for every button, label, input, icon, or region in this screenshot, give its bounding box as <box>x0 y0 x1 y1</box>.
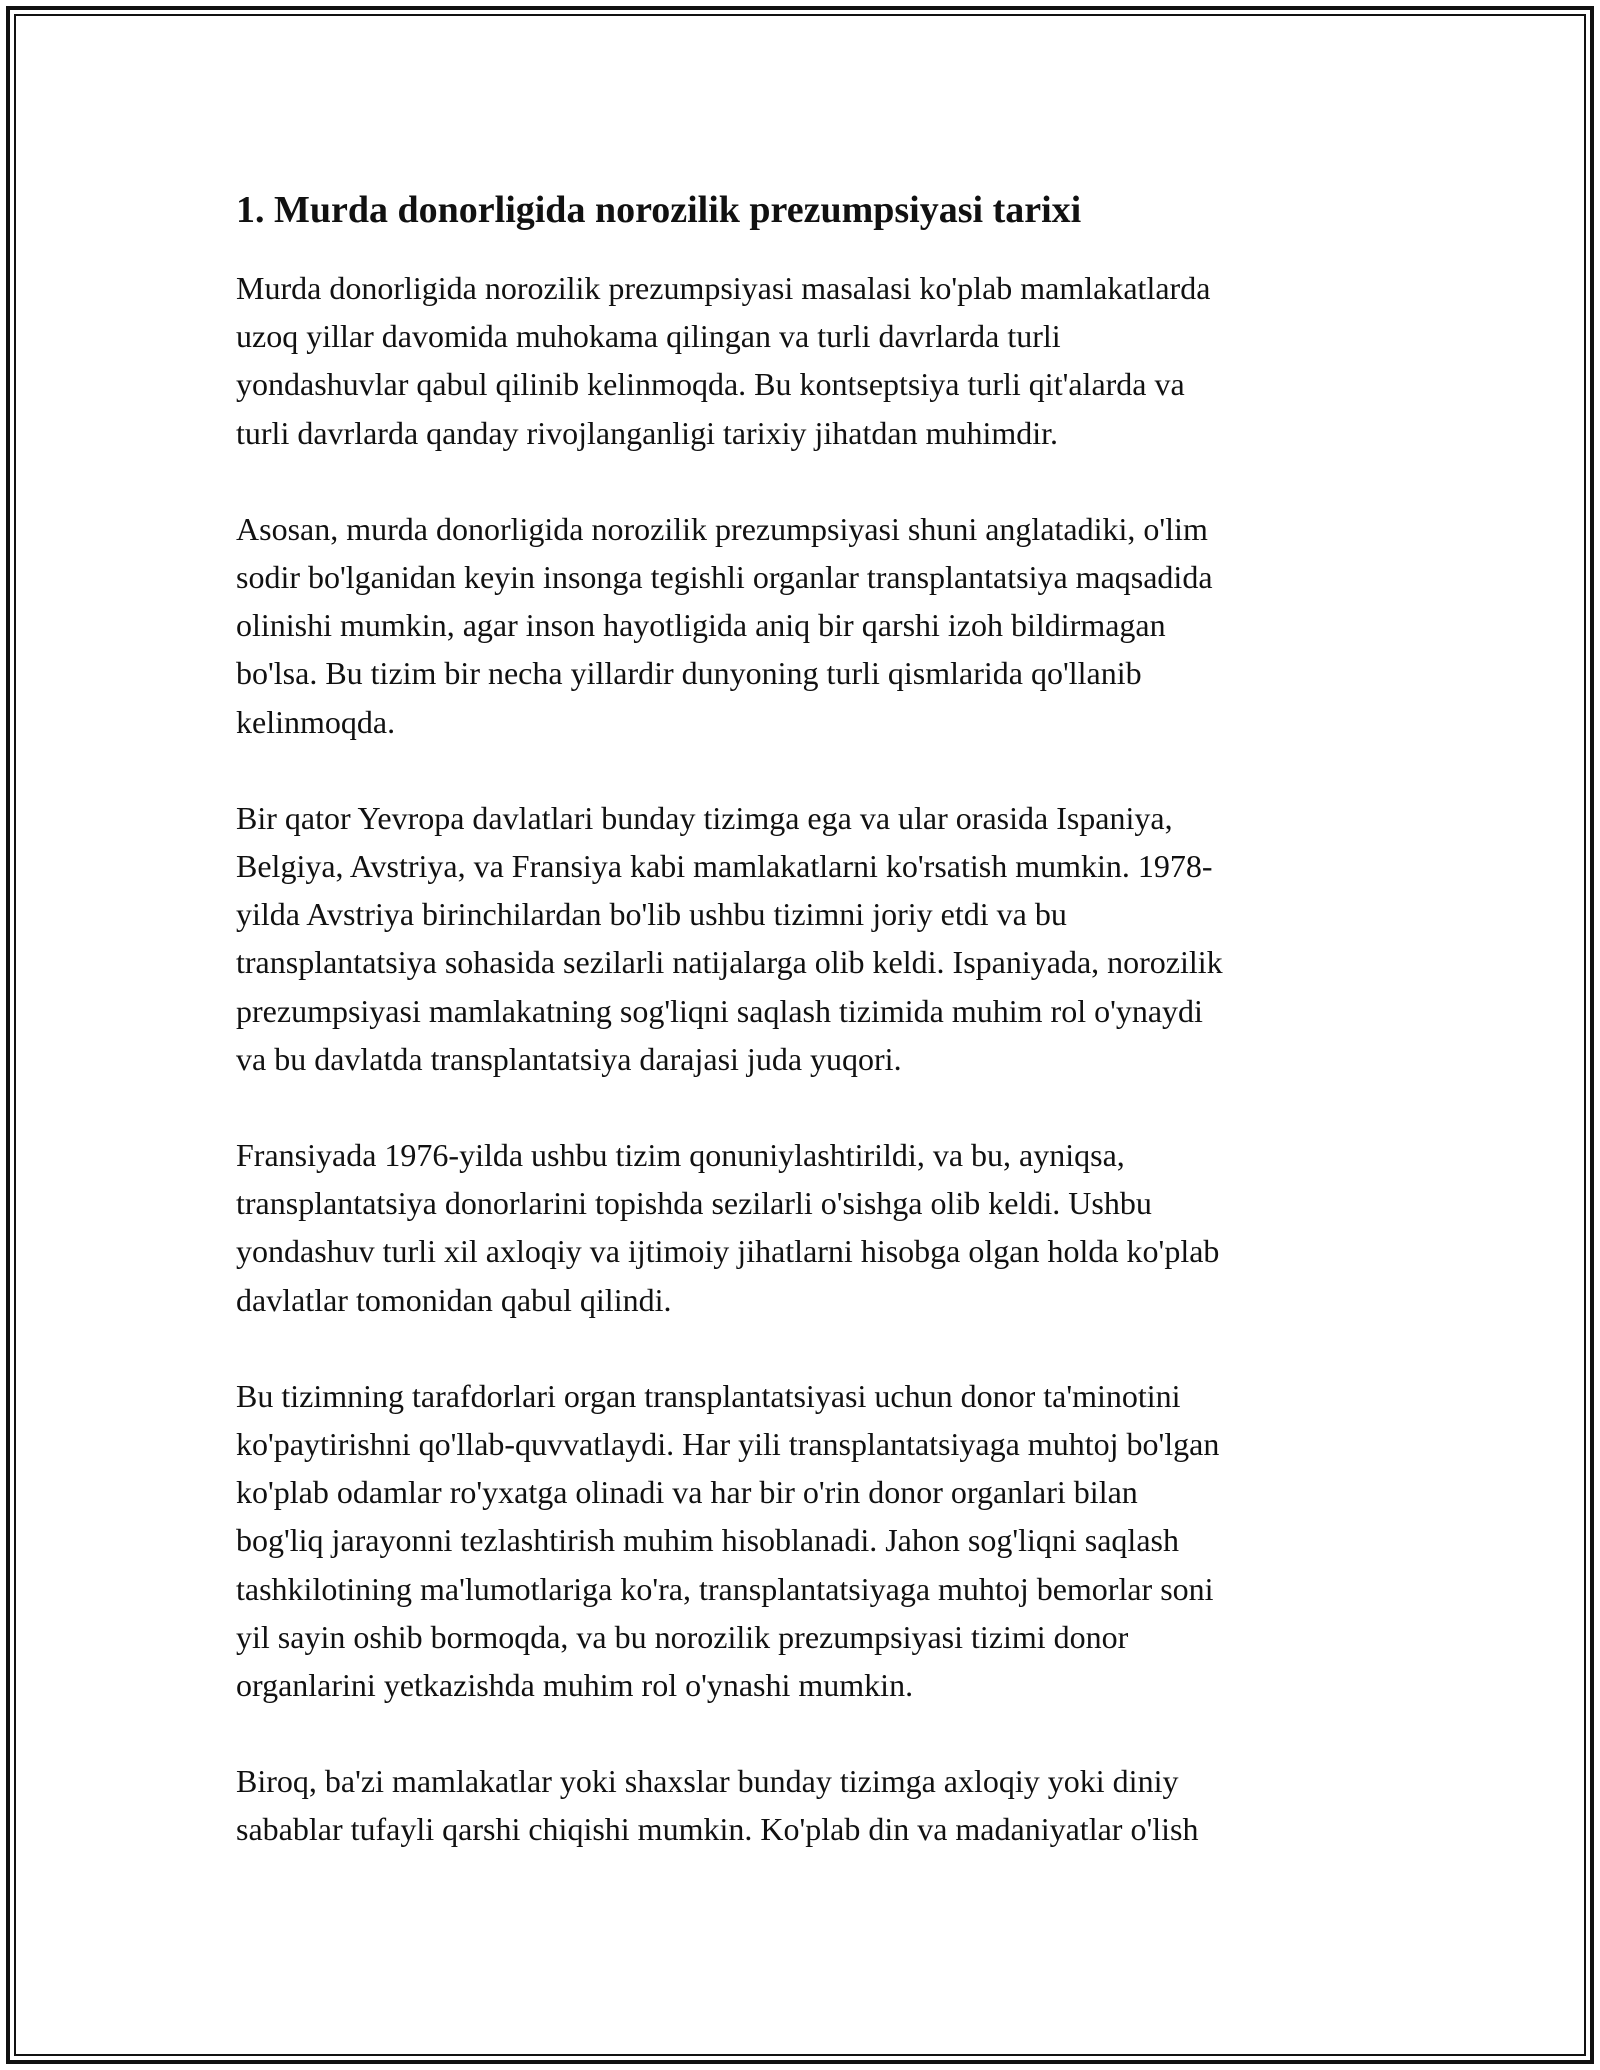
text-line: yilda Avstriya birinchilardan bo'lib ushbu tizimni joriy etdi va bu <box>236 896 1067 933</box>
text-line: sabablar tufayli qarshi chiqishi mumkin. Ko'plab din va madaniyatlar o'lish <box>236 1811 1199 1848</box>
text-line: ko'paytirishni qo'llab-quvvatlaydi. Har yili transplantatsiyaga muhtoj bo'lgan <box>236 1426 1220 1463</box>
document-body <box>236 186 1376 1854</box>
paragraph <box>236 1372 1376 1709</box>
text-line: yil sayin oshib bormoqda, va bu norozilik prezumpsiyasi tizimi donor <box>236 1618 1129 1655</box>
text-line: Biroq, ba'zi mamlakatlar yoki shaxslar bunday tizimga axloqiy yoki diniy <box>236 1763 1179 1800</box>
text-line: Asosan, murda donorligida norozilik prezumpsiyasi shuni anglatadiki, o'lim <box>236 510 1208 547</box>
text-line: bo'lsa. Bu tizim bir necha yillardir dunyoning turli qismlarida qo'llanib <box>236 655 1142 692</box>
text-line: uzoq yillar davomida muhokama qilingan va turli davrlarda turli <box>236 318 1061 355</box>
text-line: ko'plab odamlar ro'yxatga olinadi va har bir o'rin donor organlari bilan <box>236 1474 1138 1511</box>
text-line: va bu davlatda transplantatsiya darajasi juda yuqori. <box>236 1040 902 1077</box>
text-line: yondashuv turli xil axloqiy va ijtimoiy jihatlarni hisobga olgan holda ko'plab <box>236 1233 1220 1270</box>
paragraph <box>236 1757 1376 1853</box>
text-line: organlarini yetkazishda muhim rol o'ynashi mumkin. <box>236 1667 914 1704</box>
paragraph <box>236 264 1376 457</box>
section-heading: 1. Murda donorligida norozilik prezumpsiyasi tarixi <box>236 189 1082 231</box>
text-line: yondashuvlar qabul qilinib kelinmoqda. Bu kontseptsiya turli qit'alarda va <box>236 366 1185 403</box>
text-line: olinishi mumkin, agar inson hayotligida aniq bir qarshi izoh bildirmagan <box>236 607 1166 644</box>
text-line: Fransiyada 1976-yilda ushbu tizim qonuniylashtirildi, va bu, ayniqsa, <box>236 1137 1125 1174</box>
text-line: Bir qator Yevropa davlatlari bunday tizimga ega va ular orasida Ispaniya, <box>236 799 1173 836</box>
text-line: prezumpsiyasi mamlakatning sog'liqni saqlash tizimida muhim rol o'ynaydi <box>236 992 1203 1029</box>
text-line: kelinmoqda. <box>236 703 396 740</box>
text-line: turli davrlarda qanday rivojlanganligi tarixiy jihatdan muhimdir. <box>236 414 1059 451</box>
text-line: davlatlar tomonidan qabul qilindi. <box>236 1281 672 1318</box>
text-line: Bu tizimning tarafdorlari organ transplantatsiyasi uchun donor ta'minotini <box>236 1377 1181 1414</box>
text-line: transplantatsiya sohasida sezilarli natijalarga olib keldi. Ispaniyada, norozilik <box>236 944 1223 981</box>
text-line: Belgiya, Avstriya, va Fransiya kabi mamlakatlarni ko'rsatish mumkin. 1978- <box>236 848 1213 885</box>
text-line: Murda donorligida norozilik prezumpsiyasi masalasi ko'plab mamlakatlarda <box>236 270 1211 306</box>
text-line: transplantatsiya donorlarini topishda sezilarli o'sishga olib keldi. Ushbu <box>236 1185 1152 1222</box>
text-line: sodir bo'lganidan keyin insonga tegishli organlar transplantatsiya maqsadida <box>236 559 1213 596</box>
text-line: tashkilotining ma'lumotlariga ko'ra, transplantatsiyaga muhtoj bemorlar soni <box>236 1570 1214 1607</box>
paragraph <box>236 505 1376 746</box>
text-line: bog'liq jarayonni tezlashtirish muhim hisoblanadi. Jahon sog'liqni saqlash <box>236 1522 1179 1559</box>
paragraph <box>236 794 1376 1083</box>
paragraph <box>236 1131 1376 1324</box>
